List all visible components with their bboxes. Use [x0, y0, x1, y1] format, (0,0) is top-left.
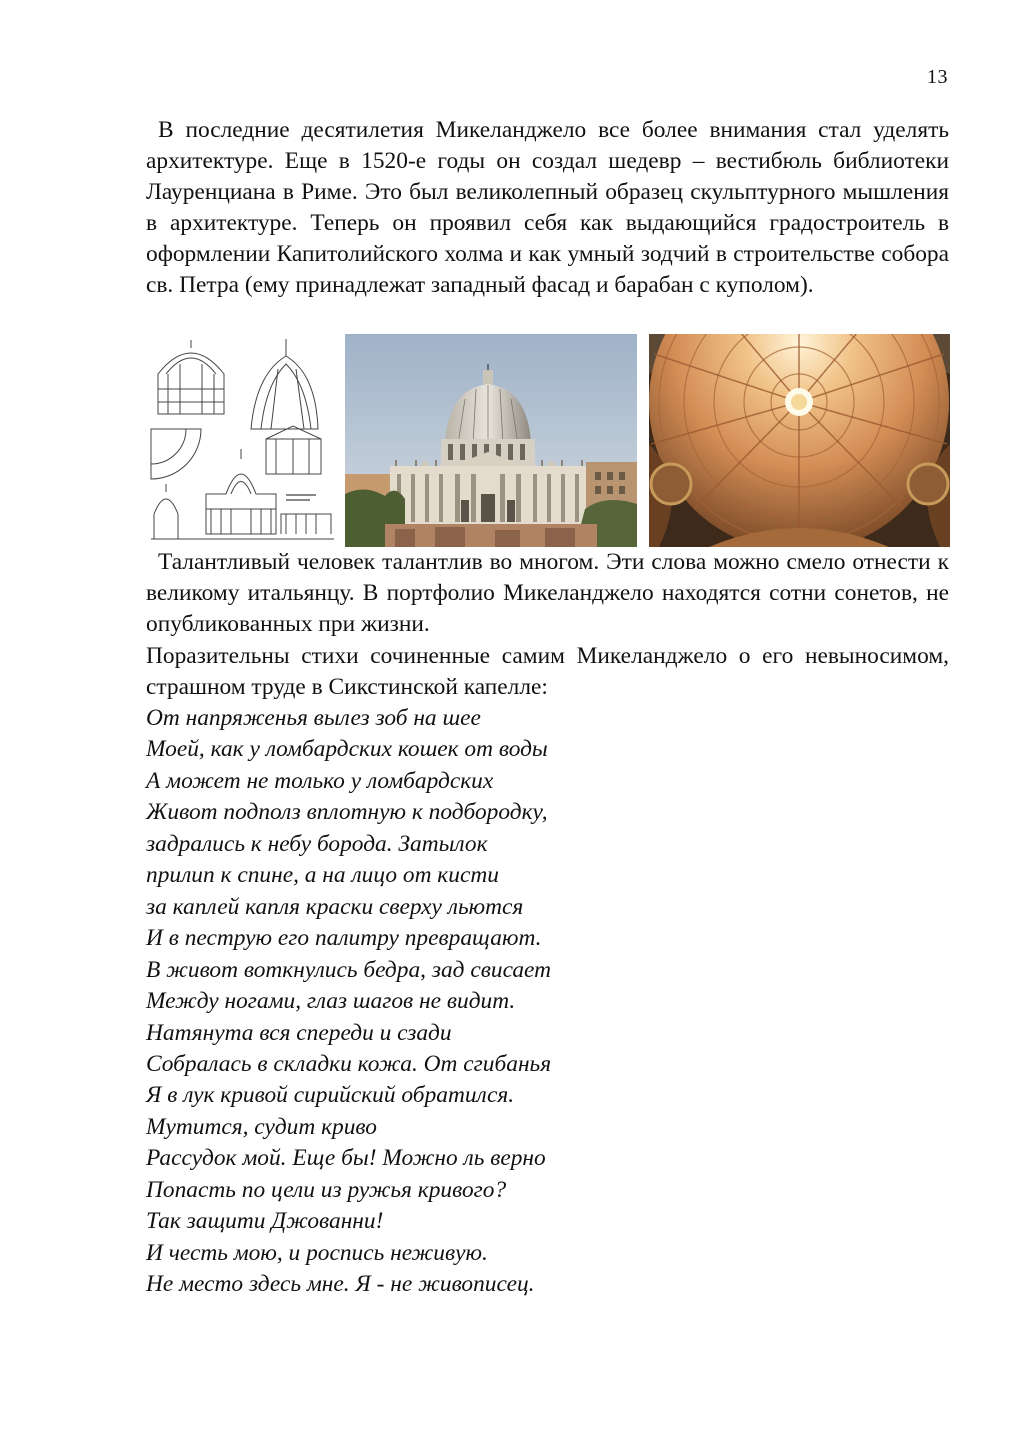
- image-row: [146, 334, 950, 547]
- poem-line: В живот воткнулись бедра, зад свисает: [146, 956, 552, 983]
- poem-line: Так защити Джованни!: [146, 1208, 384, 1235]
- poem-line: Моей, как у ломбардских кошек от воды: [146, 736, 548, 763]
- paragraph-poem-intro: Поразительны стихи сочиненные самим Микеланджело о его невыносимом, страшном труде в Сикстинской капелле:: [146, 643, 949, 701]
- poem-line: за каплей капля краски сверху льются: [146, 893, 524, 920]
- poem-line: задрались к небу борода. Затылок: [146, 830, 488, 857]
- poem-line: Живот подполз вплотную к подбородку,: [146, 799, 548, 826]
- paragraph-architecture: В последние десятилетия Микеланджело все более внимания стал уделять архитектуре. Еще в 1520-е годы он создал шедевр – вестибюль библиотеки Лауренциана в Риме. Это был великолепный образец скульптурного мышления в архитектуре. Теперь он проявил себя как выдающийся градостроитель в оформлении Капитолийского холма и как умный зодчий в строительстве собора св. Петра (ему принадлежат западный фасад и барабан с куполом).: [146, 117, 949, 299]
- poem: [146, 703, 949, 1301]
- poem-line: И в пеструю его палитру превращают.: [146, 925, 542, 952]
- poem-line: Рассудок мой. Еще бы! Можно ль верно: [146, 1145, 546, 1172]
- page-number: 13: [927, 66, 948, 88]
- st-peters-basilica-image: [345, 334, 637, 547]
- poem-line: И честь мою, и роспись неживую.: [146, 1239, 488, 1266]
- poem-line: Собралась в складки кожа. От сгибанья: [146, 1050, 552, 1077]
- poem-line: Между ногами, глаз шагов не видит.: [146, 988, 516, 1015]
- poem-line: А может не только у ломбардских: [146, 767, 494, 794]
- poem-line: Натянута вся спереди и сзади: [146, 1019, 452, 1046]
- poem-line: От напряженья вылез зоб на шее: [146, 705, 481, 731]
- dome-drawings-image: [146, 334, 339, 547]
- poem-line: прилип к спине, а на лицо от кисти: [146, 862, 499, 889]
- poem-line: Не место здесь мне. Я - не живописец.: [146, 1271, 535, 1298]
- paragraph-sonnets: Талантливый человек талантлив во многом. Эти слова можно смело отнести к великому итальянцу. В портфолио Микеланджело находятся сотни сонетов, не опубликованных при жизни.: [146, 549, 949, 638]
- poem-line: Я в лук кривой сирийский обратился.: [146, 1082, 515, 1109]
- dome-interior-image: [649, 334, 950, 547]
- poem-line: Попасть по цели из ружья кривого?: [146, 1176, 507, 1203]
- poem-line: Мутится, судит криво: [146, 1113, 377, 1140]
